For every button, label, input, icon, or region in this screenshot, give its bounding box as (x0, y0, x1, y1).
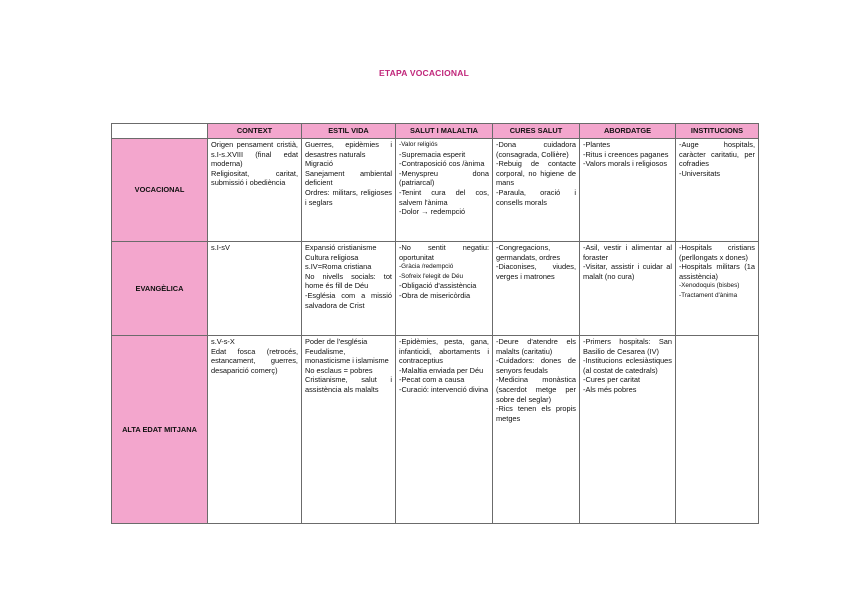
header-abordatge: ABORDATGE (580, 124, 676, 139)
cell-line: -Auge hospitals, caràcter caritatiu, per cofradies (679, 140, 755, 169)
table-row (112, 242, 759, 336)
cell-abordatge (580, 336, 676, 524)
header-row (112, 124, 759, 139)
cell-line: -Obligació d'assistència (399, 281, 477, 291)
cell-line: -Paraula, oració i consells morals (496, 187, 576, 207)
cell-line: Cristianisme, salut i assistència als malalts (305, 375, 392, 394)
cell-estil-vida (302, 242, 396, 336)
header-cures-salut: CURES SALUT (493, 124, 580, 139)
cell-line: -Contraposició cos /ànima (399, 159, 485, 169)
stage-label: ALTA EDAT MITJANA (112, 336, 208, 524)
cell-cures-salut (493, 336, 580, 524)
cell-line: -Primers hospitals: San Basilio de Cesarea (IV) (583, 337, 672, 356)
cell-line: s.IV=Roma cristiana (305, 262, 372, 272)
cell-line: -Diaconises, viudes, verges i matrones (496, 262, 576, 281)
header-institucions: INSTITUCIONS (676, 124, 759, 139)
cell-line: Migració (305, 159, 333, 169)
cell-line: -Asil, vestir i alimentar al foraster (583, 243, 672, 262)
cell-line: -Cuidadors: dones de senyors feudals (496, 356, 576, 375)
cell-line: -Dolor → redempció (399, 207, 466, 217)
table-row (112, 336, 759, 524)
table-row (112, 139, 759, 242)
stage-label: EVANGÈLICA (112, 242, 208, 336)
cell-line: -Rebuig de contacte corporal, no higiene de mans (496, 159, 576, 188)
cell-estil-vida (302, 336, 396, 524)
cell-line: Origen pensament cristià, s.I-s.XVIII (final edat moderna) (211, 140, 298, 169)
cell-line: -Plantes (583, 140, 611, 149)
cell-line: -Valor religiós (399, 141, 438, 148)
cell-line: -Rics tenen els propis metges (496, 404, 576, 423)
cell-estil-vida (302, 139, 396, 242)
cell-line: -Pecat com a causa (399, 375, 465, 385)
cell-line: Poder de l'església (305, 337, 368, 346)
cell-salut-malaltia (396, 139, 493, 242)
cell-line: -Supremacia esperit (399, 149, 466, 159)
cell-line: Expansió cristianisme (305, 243, 377, 252)
cell-line: -Curació: intervenció divina (399, 384, 489, 394)
cell-line: No nivells socials: tot home és fill de Déu (305, 271, 392, 291)
cell-line: -Dona cuidadora (consagrada, Collière) (496, 140, 576, 159)
cell-line: -Gràcia /redempció (399, 263, 454, 271)
cell-institucions (676, 242, 759, 336)
cell-line: -Hospitals cristians (perllongats x dones) (679, 243, 755, 262)
cell-salut-malaltia (396, 242, 493, 336)
cell-line: -Deure d'atendre els malalts (caritatiu) (496, 337, 576, 356)
cell-cures-salut (493, 242, 580, 336)
cell-context (208, 242, 302, 336)
cell-line: -Valors morals i religiosos (583, 159, 668, 169)
header-corner (112, 124, 208, 139)
cell-line: Edat fosca (retrocés, estancament, guerres, desaparició comerç) (211, 346, 298, 375)
cell-line: Feudalisme, monasticisme i islamisme (305, 346, 389, 366)
cell-line: Religiositat, caritat, submissió i obediència (211, 168, 298, 188)
cell-abordatge (580, 139, 676, 242)
cell-context (208, 336, 302, 524)
cell-line: -Xenodoquis (bisbes) (679, 282, 740, 290)
cell-line: s.V-s-X (211, 337, 235, 346)
cell-salut-malaltia (396, 336, 493, 524)
header-salut-malaltia: SALUT I MALALTIA (396, 124, 493, 139)
cell-context (208, 139, 302, 242)
cell-line: Guerres, epidèmies i desastres naturals (305, 140, 392, 159)
cell-line: -Visitar, assistir i cuidar al malalt (no cura) (583, 262, 672, 281)
cell-line: Cultura religiosa (305, 252, 359, 262)
cell-line: -Als més pobres (583, 384, 637, 394)
cell-line: -Tractament d'ànima (679, 291, 738, 299)
cell-line: -Sofreix l'elegit de Déu (399, 272, 464, 280)
cell-line: Sanejament ambiental deficient (305, 168, 392, 188)
cell-line: s.I-sV (211, 243, 230, 252)
document-title: ETAPA VOCACIONAL (379, 68, 469, 78)
cell-institucions (676, 139, 759, 242)
cell-line: -Institucions eclesiàstiques (al costat de catedrals) (583, 356, 672, 375)
header-estil-vida: ESTIL VIDA (302, 124, 396, 139)
cell-line: -Tenint cura del cos, salvem l'ànima (399, 187, 489, 207)
cell-institucions (676, 336, 759, 524)
stages-table (111, 123, 759, 524)
cell-line: -Hospitals militars (1a assistència) (679, 262, 755, 281)
cell-cures-salut (493, 139, 580, 242)
cell-line: No esclaus = pobres (305, 365, 373, 375)
cell-line: -Congregacions, germandats, ordres (496, 243, 561, 262)
cell-line: -Menyspreu dona (patriarcal) (399, 168, 489, 188)
stage-label: VOCACIONAL (112, 139, 208, 242)
cell-line: -Epidèmies, pesta, gana, infanticidi, abortaments i contraceptius (399, 337, 489, 366)
cell-abordatge (580, 242, 676, 336)
cell-line: -No sentit negatiu: oportunitat (399, 243, 489, 262)
cell-line: -Església com a missió salvadora de Crist (305, 290, 392, 310)
header-context: CONTEXT (208, 124, 302, 139)
cell-line: -Obra de misericòrdia (399, 290, 471, 300)
cell-line: -Cures per caritat (583, 375, 641, 385)
cell-line: Ordres: militars, religioses i seglars (305, 187, 392, 207)
cell-line: -Malaltia enviada per Déu (399, 365, 484, 375)
cell-line: -Ritus i creences paganes (583, 149, 669, 159)
cell-line: -Medicina monàstica (sacerdot metge per sobre del seglar) (496, 375, 576, 404)
cell-line: -Universitats (679, 168, 721, 178)
